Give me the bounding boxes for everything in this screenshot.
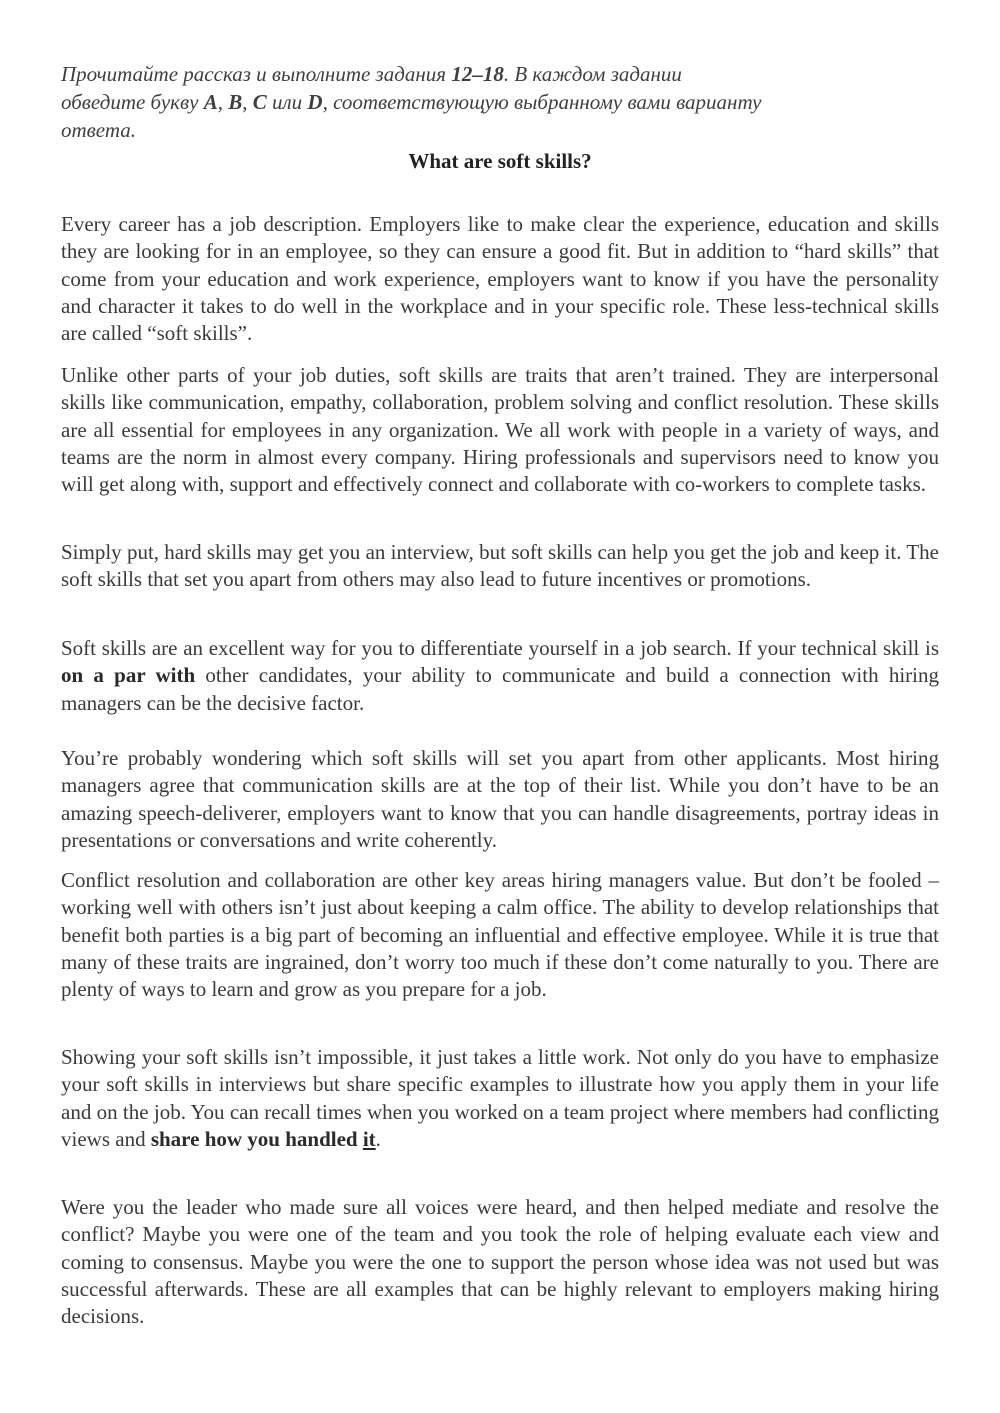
- separator: ,: [242, 90, 253, 114]
- paragraph-5: You’re probably wondering which soft skills will set you apart from other applicants. Most hiring managers agree that communication skills are at the top of their list. While you don’t have to be an amazing speech-deliverer, employers want to know that you can handle disagreements, portray ideas in presentations or conversations and write coherently.: [61, 746, 939, 852]
- paragraph-7: [61, 1044, 939, 1153]
- paragraph-4: [61, 635, 939, 717]
- highlighted-phrase: share how you handled: [150, 1126, 363, 1151]
- instructions-text: ответа.: [61, 118, 136, 142]
- option-letter-d: D: [307, 90, 323, 114]
- paragraph-text: .: [375, 1126, 381, 1151]
- paragraph-1: Every career has a job description. Employers like to make clear the experience, education and skills they are looking for in an employee, so they can ensure a good fit. But in addition to “hard skills” that come from your education and work experience, employers want to know if you have the personality and character it takes to do well in the workplace and in your specific role. These less-technical skills are called “soft skills”.: [61, 212, 939, 346]
- separator: ,: [217, 90, 229, 114]
- instructions-text: Прочитайте рассказ и выполните задания: [61, 62, 452, 86]
- paragraph-text: other candidates, your ability to communicate and build a connection with hiring managers can be the decisive factor.: [61, 663, 939, 715]
- article-title: What are soft skills?: [408, 149, 592, 173]
- task-range: 12–18: [451, 62, 504, 86]
- paragraph-text: Showing your soft skills isn’t impossible, it just takes a little work. Not only do you have to emphasize your soft skills in interviews but share specific examples to illustrate how you apply them in your life and on the job. You can recall times when you worked on a team project where members had conflicting views and: [61, 1045, 939, 1151]
- option-letter-c: C: [252, 90, 267, 114]
- task-instructions: [61, 60, 939, 144]
- paragraph-8: Were you the leader who made sure all voices were heard, and then helped mediate and resolve the conflict? Maybe you were one of the team and you took the role of helping evaluate each view and coming to consensus. Maybe you were the one to support the person whose idea was not used but was successful afterwards. These are all examples that can be highly relevant to employers making hiring decisions.: [61, 1195, 939, 1329]
- option-letter-b: B: [228, 90, 243, 114]
- separator: или: [266, 90, 308, 114]
- instructions-text: , соответствующую выбранному вами варианту: [322, 90, 762, 114]
- option-letter-a: A: [203, 90, 218, 114]
- highlighted-phrase: on a par with: [61, 663, 196, 688]
- paragraph-2: Unlike other parts of your job duties, soft skills are traits that aren’t trained. They are interpersonal skills like communication, empathy, collaboration, problem solving and conflict resolution. These skills are all essential for employees in any organization. We all work with people in a variety of ways, and teams are the norm in almost every company. Hiring professionals and supervisors need to know you will get along with, support and effectively connect and collaborate with co-workers to complete tasks.: [61, 363, 939, 497]
- paragraph-6: Conflict resolution and collaboration are other key areas hiring managers value. But don’t be fooled – working well with others isn’t just about keeping a calm office. The ability to develop relationships that benefit both parties is a big part of becoming an influential and effective employee. While it is true that many of these traits are ingrained, don’t worry too much if these don’t come naturally to you. There are plenty of ways to learn and grow as you prepare for a job.: [61, 868, 939, 1002]
- header-block: [61, 60, 939, 175]
- underlined-word: it: [362, 1126, 376, 1151]
- instructions-text: обведите букву: [61, 90, 204, 114]
- instructions-text: . В каждом задании: [503, 62, 682, 86]
- paragraph-text: Soft skills are an excellent way for you to differentiate yourself in a job search. If your technical skill is: [61, 636, 939, 660]
- paragraph-3: Simply put, hard skills may get you an interview, but soft skills can help you get the job and keep it. The soft skills that set you apart from others may also lead to future incentives or promotions.: [61, 540, 939, 592]
